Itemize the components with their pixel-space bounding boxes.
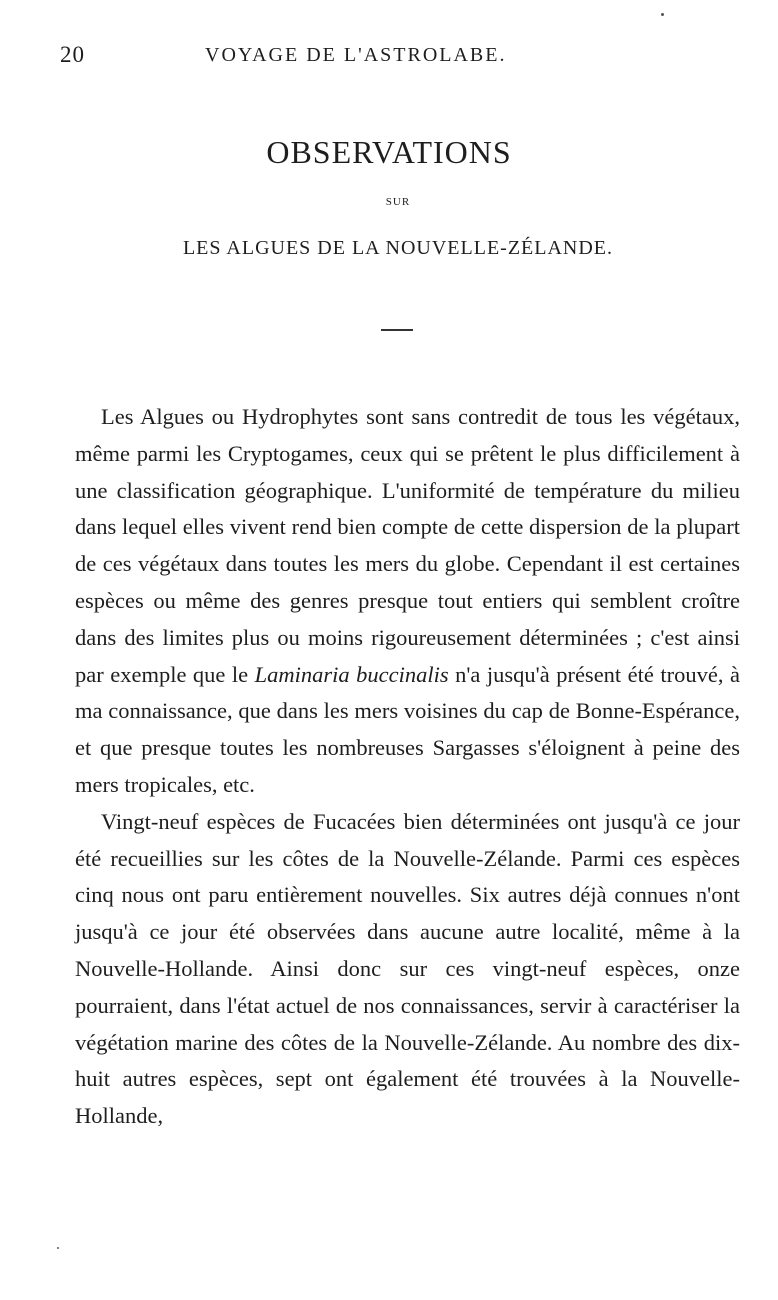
section-subtitle: LES ALGUES DE LA NOUVELLE-ZÉLANDE. [182,237,614,259]
page-number: 20 [60,42,85,67]
ink-speck [661,13,664,16]
running-head [60,42,700,72]
section-title: OBSERVATIONS [266,134,512,170]
paragraph [75,399,740,804]
section-divider [381,329,413,331]
paragraph: Vingt-neuf espèces de Fucacées bien déterminées ont jusqu'à ce jour été recueillies sur les côtes de la Nouvelle-Zélande. Parmi ces espèces cinq nous ont paru entièrement nouvelles. Six autres déjà connues n'ont jusqu'à ce jour été observées dans aucune autre localité, même à la Nouvelle-Hollande. Ainsi donc sur ces vingt-neuf espèces, onze pourraient, dans l'état actuel de nos connaissances, servir à caractériser la végétation marine des côtes de la Nouvelle-Zélande. Au nombre des dix-huit autres espèces, sept ont également été trouvées à la Nouvelle-Hollande, [75,808,740,1129]
ink-speck [57,1247,59,1249]
species-name: Laminaria buccinalis [254,661,449,687]
paragraph-text: Les Algues ou Hydrophytes sont sans contredit de tous les végétaux, même parmi les Cryptogames, ceux qui se prêtent le plus difficilement à une classification géographique. L'uniformité de température du milieu dans lequel elles vivent rend bien compte de cette dispersion de la plupart de ces végétaux dans toutes les mers du globe. Cependant il est certaines espèces ou même des genres presque tout entiers qui semblent croître dans des limites plus ou moins rigoureusement déterminées ; c'est ainsi par exemple que le [75,404,740,687]
paragraph-text: n'a jusqu'à présent été trouvé, à ma connaissance, que dans les mers voisines du cap de Bonne-Espérance, et que presque toutes les nombreuses Sargasses s'éloignent à peine des mers tropicales, etc. [75,661,740,797]
body-text [75,399,740,1135]
running-title: VOYAGE DE L'ASTROLABE. [205,44,507,66]
section-connector: SUR [385,196,411,208]
